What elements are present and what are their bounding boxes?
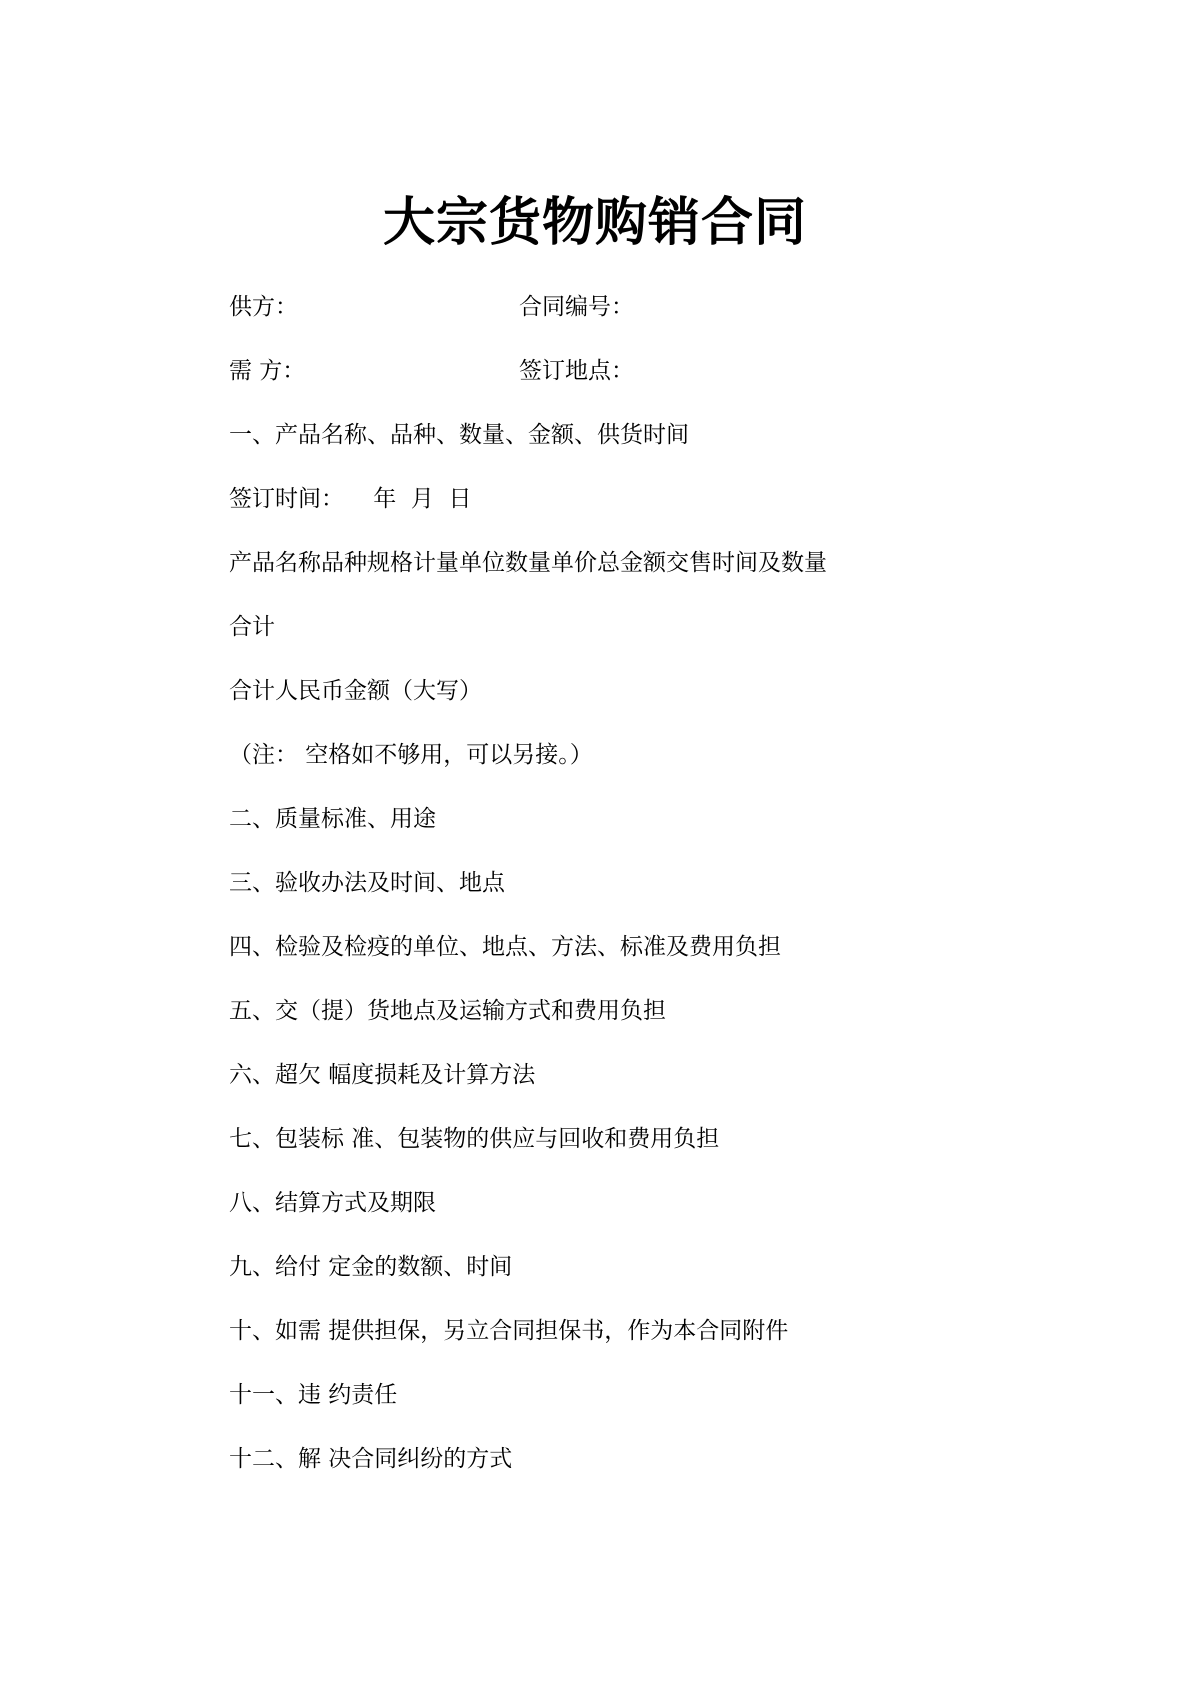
clause-5-heading: 五、交（提）货地点及运输方式和费用负担: [229, 998, 666, 1024]
clause-2-heading: 二、质量标准、用途: [229, 806, 436, 832]
product-table-header: 产品名称品种规格计量单位数量单价总金额交售时间及数量: [229, 550, 827, 576]
clause-7-heading: 七、包装标 准、包装物的供应与回收和费用负担: [229, 1126, 720, 1152]
supplier-label: 供方：: [229, 294, 298, 320]
total-line: 合计: [229, 614, 275, 640]
signing-place-label: 签订地点：: [519, 358, 634, 384]
clause-1-heading: 一、产品名称、品种、数量、金额、供货时间: [229, 422, 689, 448]
document-title: 大宗货物购销合同: [382, 193, 807, 253]
clause-10-heading: 十、如需 提供担保，另立合同担保书，作为本合同附件: [229, 1318, 789, 1344]
clause-4-heading: 四、检验及检疫的单位、地点、方法、标准及费用负担: [229, 934, 781, 960]
total-rmb-amount-line: 合计人民币金额（大写）: [229, 678, 482, 704]
clause-11-heading: 十一、违 约责任: [229, 1382, 398, 1408]
contract-number-label: 合同编号：: [519, 294, 634, 320]
clause-6-heading: 六、超欠 幅度损耗及计算方法: [229, 1062, 536, 1088]
signing-date-line: 签订时间： 年 月 日: [229, 486, 472, 512]
clause-8-heading: 八、结算方式及期限: [229, 1190, 436, 1216]
clause-9-heading: 九、给付 定金的数额、时间: [229, 1254, 513, 1280]
clause-12-heading: 十二、解 决合同纠纷的方式: [229, 1446, 513, 1472]
note-line: （注： 空格如不够用，可以另接。）: [229, 742, 593, 768]
clause-3-heading: 三、验收办法及时间、地点: [229, 870, 505, 896]
buyer-label: 需 方：: [229, 358, 306, 384]
